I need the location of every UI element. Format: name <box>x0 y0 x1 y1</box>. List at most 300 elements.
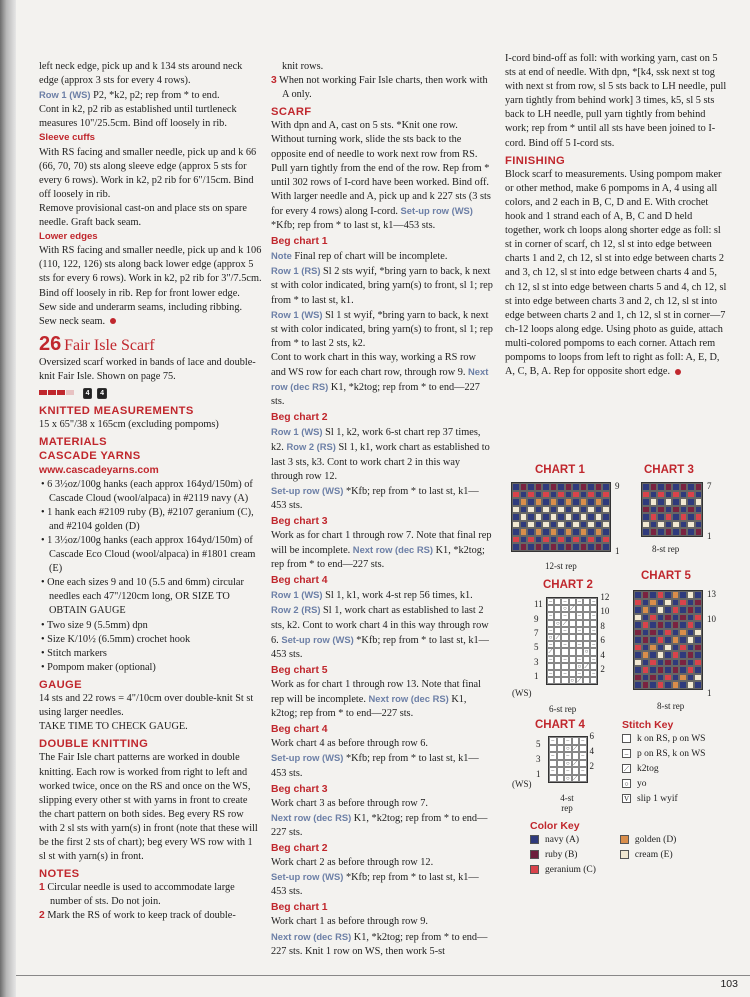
chart-cell <box>554 663 561 670</box>
chart-cell <box>672 621 680 629</box>
chart-cell: – <box>579 767 587 775</box>
chart-cell: – <box>576 598 583 605</box>
chart-4-grid <box>548 736 588 783</box>
chart-cell <box>672 521 680 529</box>
color-key-label: navy (A) <box>545 834 580 845</box>
chart-cell <box>557 737 565 745</box>
chart-cell <box>565 543 573 551</box>
chart-cell <box>542 491 550 499</box>
chart-cell <box>642 498 650 506</box>
chart-cell: – <box>547 641 554 648</box>
chart-cell <box>672 606 680 614</box>
chart-cell <box>687 528 695 536</box>
chart-cell <box>634 659 642 667</box>
chart-row-label: 5 <box>536 738 541 749</box>
chart-cell <box>672 491 680 499</box>
chart-cell <box>687 621 695 629</box>
chart-cell <box>657 681 665 689</box>
measurements-text: 15 x 65"/38 x 165cm (excluding pompoms) <box>39 419 219 431</box>
chart-5-rep: 8-st rep <box>657 701 685 711</box>
chart-cell <box>657 629 665 637</box>
chart-cell: ○ <box>565 745 570 752</box>
color-key-item <box>620 832 676 847</box>
chart-cell <box>679 621 687 629</box>
chart-cell <box>649 681 657 689</box>
chart-cell <box>542 506 550 514</box>
chart-cell <box>650 521 658 529</box>
chart-cell <box>580 498 588 506</box>
chart-cell <box>672 681 680 689</box>
chart-cell <box>542 498 550 506</box>
chart-cell <box>587 528 595 536</box>
color-key-item <box>530 862 596 877</box>
chart-cell <box>642 606 650 614</box>
color-key-label: ruby (B) <box>545 849 578 860</box>
chart-cell <box>550 513 558 521</box>
chart-cell <box>520 483 528 491</box>
chart-cell <box>565 536 573 544</box>
chart-cell <box>535 543 543 551</box>
chart-cell <box>565 483 573 491</box>
chart-cell <box>665 506 673 514</box>
chart-cell <box>672 513 680 521</box>
chart-cell <box>580 521 588 529</box>
chart-cell <box>649 674 657 682</box>
chart-cell <box>557 745 565 753</box>
chart-cell <box>642 636 650 644</box>
chart-cell <box>672 629 680 637</box>
chart-cell <box>680 491 688 499</box>
chart-cell <box>554 656 561 663</box>
row1-text: P2, *k2, p2; rep from * to end. <box>90 90 220 102</box>
chart-cell <box>649 666 657 674</box>
sleeve-cuffs-heading: Sleeve cuffs <box>39 132 95 144</box>
chart-cell <box>602 506 610 514</box>
chart-cell <box>642 599 650 607</box>
chart2-setup: Set-up row (WS) *Kfb; rep from * to last st, k1—453 sts. <box>271 484 479 511</box>
chart-4-ws-label: (WS) <box>512 779 532 789</box>
chart-cell <box>565 521 573 529</box>
chart-cell <box>590 663 597 670</box>
chart-cell: ○ <box>577 663 582 670</box>
note-2-continued: knit rows. <box>282 61 324 72</box>
chart-cell <box>672 659 680 667</box>
chart-cell <box>580 513 588 521</box>
chart-cell <box>680 506 688 514</box>
chart-cell <box>557 528 565 536</box>
chart-cell <box>694 651 702 659</box>
chart-cell <box>572 536 580 544</box>
chart-cell <box>665 521 673 529</box>
chart-cell: – <box>547 598 554 605</box>
provisional-text: Remove provisional cast-on and place sts on spare needle. Graft back seam. <box>39 202 247 229</box>
chart1-row1-rs: Row 1 (RS) Sl 2 sts wyif, *bring yarn to back, k next st with color indicated, bring yarn(s) to front, sl 1; rep from * to last st, k1. <box>271 265 493 306</box>
chart-cell <box>550 536 558 544</box>
chart-cell <box>587 536 595 544</box>
chart-cell <box>649 636 657 644</box>
chart-cell <box>565 513 573 521</box>
chart-cell <box>679 666 687 674</box>
chart-cell <box>557 513 565 521</box>
chart-cell <box>512 506 520 514</box>
yarn-website-link[interactable]: www.cascadeyarns.com <box>39 464 159 476</box>
chart-cell <box>554 605 561 612</box>
chart-2-rep: 6-st rep <box>549 704 577 714</box>
chart-cell <box>595 543 603 551</box>
chart-cell <box>572 752 580 760</box>
chart-cell <box>694 614 702 622</box>
stitch-symbol-icon <box>622 734 631 743</box>
chart-cell <box>583 656 590 663</box>
chart-cell <box>576 620 583 627</box>
chart-cell: – <box>590 641 597 648</box>
chart-cell <box>642 651 650 659</box>
yarn-weight-icon-2: 4 <box>97 388 107 399</box>
chart-cell: – <box>576 627 583 634</box>
chart-cell <box>679 659 687 667</box>
chart-cell <box>650 528 658 536</box>
chart-cell <box>569 634 576 641</box>
chart-row-label: 12 <box>600 592 610 602</box>
chart-cell <box>680 513 688 521</box>
lower-edges-heading: Lower edges <box>39 231 98 243</box>
pattern-title <box>39 332 262 355</box>
chart-cell <box>569 670 576 677</box>
scarf-text: With dpn and A, cast on 5 sts. *Knit one row. Without turning work, slide the sts back to the opposite end of needle to work next row from RS. Pull yarn tightly from the end of the row. Rep from * until 302 rows of I-cord have been worked. Bind off. With larger needle and A, pick up and k 227 sts (3 sts for every 4 rows) along I-cord. Set-up row (WS) *Kfb; rep from * to last st, k1—453 sts. <box>271 120 491 232</box>
chart-cell <box>579 760 587 768</box>
chart-cell <box>583 605 590 612</box>
chart-cell <box>557 543 565 551</box>
charts-area <box>505 460 735 910</box>
chart-1-bottom-row: 1 <box>615 546 620 556</box>
column-2 <box>271 60 493 959</box>
chart-cell <box>535 483 543 491</box>
chart-cell <box>687 659 695 667</box>
chart-cell <box>665 483 673 491</box>
chart-cell <box>572 767 580 775</box>
chart-cell <box>572 528 580 536</box>
chart-cell <box>657 614 665 622</box>
double-knitting-heading: DOUBLE KNITTING <box>39 738 149 751</box>
chart-cell <box>565 498 573 506</box>
chart-cell <box>576 634 583 641</box>
chart-cell <box>547 663 554 670</box>
materials-list <box>39 478 262 675</box>
chart2b-text: Work chart 2 as before through row 12. Set-up row (WS) *Kfb; rep from * to last st, k1—453 sts. <box>271 857 479 898</box>
chart-cell <box>642 506 650 514</box>
chart-cell <box>520 506 528 514</box>
stitch-key-label: k2tog <box>637 763 659 774</box>
beg-chart-2-heading: Beg chart 2 <box>271 412 328 424</box>
chart-cell <box>527 513 535 521</box>
page-binding-edge <box>0 0 16 997</box>
chart-cell <box>595 513 603 521</box>
chart-row-label: 11 <box>534 599 543 610</box>
chart-cell <box>679 651 687 659</box>
page-number: 103 <box>720 978 738 990</box>
chart-cell: – <box>590 598 597 605</box>
color-swatch-icon <box>530 850 539 859</box>
chart-cell <box>602 521 610 529</box>
chart-cell: ○ <box>565 760 570 767</box>
chart-cell: – <box>547 612 554 619</box>
chart-cell <box>695 483 703 491</box>
chart-cell <box>587 483 595 491</box>
chart-cell <box>694 599 702 607</box>
chart-cell: – <box>564 752 572 760</box>
chart-cell <box>557 536 565 544</box>
chart3b-text: Work chart 3 as before through row 7. Next row (dec RS) K1, *k2tog; rep from * to end—227 sts. <box>271 797 488 838</box>
chart-cell <box>527 536 535 544</box>
end-bullet-icon <box>675 369 681 375</box>
chart-cell <box>642 621 650 629</box>
chart-cell <box>527 498 535 506</box>
chart-cell <box>687 606 695 614</box>
beg-chart-1-heading: Beg chart 1 <box>271 236 328 248</box>
chart-cell: ○ <box>555 620 560 627</box>
chart-cell <box>694 644 702 652</box>
chart-2-grid <box>546 597 598 685</box>
chart-cell <box>634 614 642 622</box>
chart-cell <box>664 659 672 667</box>
chart2-rows: Row 1 (WS) Sl 1, k2, work 6-st chart rep 37 times, k2. Row 2 (RS) Sl 1, k1, work chart as established to last 3 sts, k3. Cont to work chart 2 in this way through row 12. <box>271 426 490 482</box>
chart-cell <box>602 491 610 499</box>
beg-chart-2b-heading: Beg chart 2 <box>271 842 328 854</box>
chart-cell <box>679 629 687 637</box>
chart-cell <box>572 521 580 529</box>
chart-cell: – <box>576 612 583 619</box>
chart-cell <box>642 659 650 667</box>
color-key-label: golden (D) <box>634 834 677 845</box>
chart-cell <box>572 513 580 521</box>
chart-cell <box>542 521 550 529</box>
color-key-label: cream (E) <box>634 849 673 860</box>
chart-cell <box>550 543 558 551</box>
chart-cell <box>649 651 657 659</box>
chart4-row2: Row 2 (RS) Sl 1, work chart as established to last 2 sts, k2. Cont to work chart 4 in this way through row 6. Set-up row (WS) *Kfb; rep from * to last st, k1—453 sts. <box>271 604 489 660</box>
color-key-left <box>530 832 596 877</box>
chart-cell: ○ <box>563 606 567 613</box>
chart-cell <box>695 528 703 536</box>
stitch-key-label: yo <box>637 778 647 789</box>
chart-cell <box>576 605 583 612</box>
chart-cell <box>547 677 554 684</box>
chart-cell: ⟋ <box>555 635 560 641</box>
chart-cell <box>672 674 680 682</box>
chart-cell <box>649 614 657 622</box>
chart-cell: ⟋ <box>573 760 578 767</box>
chart-row-label: 2 <box>600 664 605 674</box>
chart-cell <box>657 513 665 521</box>
chart-cell <box>595 528 603 536</box>
finishing-text: Block scarf to measurements. Using pompom maker or other method, make 6 pompoms in A, 4 using all colors, and 2 each in B, C, D and E. With crochet hook and 1 strand each of A, B, C and D held together, work ch loops along shorter edge as foll: sl st in corner of scarf, ch 12, sl st into edge between charts 1 and 2, ch 12, sl st into edge between charts 2 and 3, ch 12, sl st into edge between charts 4 and 5, ch 12, sl st into edge between charts 5 and 4, ch 12, sl st into edge between charts 3 and 2, ch 12, sl st into edge between charts 2 and 1, ch 12, sl st in corner—7 ch-12 loops along edge. Using photo as guide, attach multi-colored pompoms to each corner. Attach rem pompoms to loops from left to right as foll: A, E, D, A, C, B, A. Rep for opposite short edge. <box>505 168 727 378</box>
chart-cell <box>642 528 650 536</box>
column-1 <box>39 60 262 924</box>
chart-cell <box>595 498 603 506</box>
chart-cell <box>527 528 535 536</box>
chart-cell <box>687 483 695 491</box>
column-3 <box>505 52 727 379</box>
chart-cell: ○ <box>565 775 570 782</box>
chart-cell <box>657 483 665 491</box>
chart-cell <box>672 666 680 674</box>
neck-edge-text: left neck edge, pick up and k 134 sts around neck edge (approx 3 sts for every 4 rows). <box>39 61 243 87</box>
chart-cell <box>642 644 650 652</box>
chart-cell <box>642 591 650 599</box>
chart-cell: – <box>549 737 557 745</box>
chart-cell <box>580 506 588 514</box>
double-knitting-text: The Fair Isle chart patterns are worked in double knitting. Each row is worked from right to left and worked twice, once on the RS and once on the WS, slipping every other st with yarns in front to create the chart pattern on both sides. Beg every RS row with 2 sl sts with yarn(s) in front (note that these will be the first 2 sts of chart); beg every WS row with 1 sl st with yarn(s) in front. <box>39 752 258 863</box>
chart-cell <box>694 659 702 667</box>
chart-cell <box>569 598 576 605</box>
chart-cell <box>557 752 565 760</box>
chart-cell <box>672 644 680 652</box>
chart-cell <box>569 656 576 663</box>
chart-cell <box>595 483 603 491</box>
chart-cell <box>579 775 587 783</box>
chart-cell <box>590 620 597 627</box>
scarf-heading: SCARF <box>271 106 312 119</box>
material-item: • Pompom maker (optional) <box>41 661 156 673</box>
chart-cell <box>554 670 561 677</box>
chart-cell <box>557 498 565 506</box>
chart-cell <box>657 651 665 659</box>
color-key <box>530 820 676 877</box>
chart-cell: ⟋ <box>570 606 575 613</box>
chart-cell <box>679 614 687 622</box>
chart-cell <box>554 641 561 648</box>
chart-cell <box>549 745 557 753</box>
material-item: • Size K/10½ (6.5mm) crochet hook <box>41 633 191 645</box>
chart-cell <box>642 674 650 682</box>
chart-cell <box>694 636 702 644</box>
chart-cell <box>512 483 520 491</box>
stitch-symbol-icon: ○ <box>622 779 631 788</box>
chart-cell: ○ <box>548 635 553 641</box>
chart-cell <box>550 498 558 506</box>
chart-cell <box>595 491 603 499</box>
beg-chart-4-heading: Beg chart 4 <box>271 575 328 587</box>
chart-cell <box>657 521 665 529</box>
row1-label: Row 1 (WS) <box>39 89 91 101</box>
chart-4-title: CHART 4 <box>535 719 585 731</box>
chart-cell <box>642 513 650 521</box>
chart-cell <box>634 674 642 682</box>
chart-cell <box>554 627 561 634</box>
chart-cell: – <box>561 641 568 648</box>
chart-cell <box>580 491 588 499</box>
chart-cell <box>634 636 642 644</box>
stitch-key-title: Stitch Key <box>622 719 674 731</box>
chart-cell <box>657 666 665 674</box>
chart-5-grid <box>633 590 703 690</box>
chart-5-second-row: 10 <box>707 614 716 624</box>
chart-cell <box>687 681 695 689</box>
chart-cell <box>687 674 695 682</box>
chart-cell <box>665 513 673 521</box>
chart-cell <box>649 659 657 667</box>
chart-cell <box>687 651 695 659</box>
chart-cell <box>687 498 695 506</box>
chart-row-label: 5 <box>534 642 539 653</box>
chart-cell <box>602 536 610 544</box>
chart-cell <box>664 629 672 637</box>
chart-cell <box>542 513 550 521</box>
chart-cell <box>550 491 558 499</box>
chart-row-label: 4 <box>589 746 594 756</box>
stitch-key-item <box>622 746 705 761</box>
stitch-key-label: p on RS, k on WS <box>637 748 706 759</box>
chart-cell <box>554 598 561 605</box>
chart-cell <box>569 620 576 627</box>
chart-cell <box>695 506 703 514</box>
chart-cell <box>527 506 535 514</box>
chart-cell <box>535 498 543 506</box>
chart-5-title: CHART 5 <box>641 570 691 582</box>
chart1-note: Note Final rep of chart will be incomplete. <box>271 250 448 263</box>
chart-row-label: 1 <box>536 768 541 779</box>
chart-cell <box>542 528 550 536</box>
chart-row-label: 8 <box>600 620 605 631</box>
chart-cell <box>590 677 597 684</box>
chart-cell <box>602 498 610 506</box>
chart-cell <box>634 629 642 637</box>
color-key-item <box>530 832 596 847</box>
notes-heading: NOTES <box>39 868 80 881</box>
chart-cell <box>687 591 695 599</box>
chart-cell: – <box>561 670 568 677</box>
pattern-description: Oversized scarf worked in bands of lace and double-knit Fair Isle. Shown on page 75. <box>39 356 256 382</box>
chart-cell <box>687 614 695 622</box>
chart-cell: ⟋ <box>548 649 553 656</box>
cascade-yarns-heading: CASCADE YARNS <box>39 450 141 463</box>
chart-3-bottom-row: 1 <box>707 531 712 541</box>
chart-cell <box>687 644 695 652</box>
chart-cell <box>687 636 695 644</box>
chart-cell <box>657 591 665 599</box>
chart-cell: – <box>590 612 597 619</box>
chart-cell: ⟋ <box>573 745 578 752</box>
chart-cell: – <box>590 627 597 634</box>
chart-cell <box>535 491 543 499</box>
chart-cell <box>520 536 528 544</box>
stitch-symbol-icon: ⟋ <box>622 764 631 773</box>
chart-4-rep: 4-st rep <box>560 793 574 813</box>
color-swatch-icon <box>620 835 629 844</box>
chart-cell <box>634 666 642 674</box>
chart-1-rep: 12-st rep <box>545 561 577 571</box>
chart-cell <box>572 498 580 506</box>
chart-cell <box>520 528 528 536</box>
chart-cell <box>512 543 520 551</box>
chart-cell <box>650 513 658 521</box>
chart-cell <box>657 674 665 682</box>
chart-cell <box>657 606 665 614</box>
chart-cell <box>587 513 595 521</box>
chart-cell <box>535 521 543 529</box>
chart-cell <box>550 483 558 491</box>
chart-cell <box>572 737 580 745</box>
chart-cell <box>665 528 673 536</box>
chart-cell <box>554 677 561 684</box>
chart-cell <box>572 491 580 499</box>
chart-cell <box>602 528 610 536</box>
chart-cell <box>557 483 565 491</box>
chart-cell: – <box>564 767 572 775</box>
chart-cell: – <box>561 598 568 605</box>
chart-cell <box>664 644 672 652</box>
chart-cell <box>587 491 595 499</box>
